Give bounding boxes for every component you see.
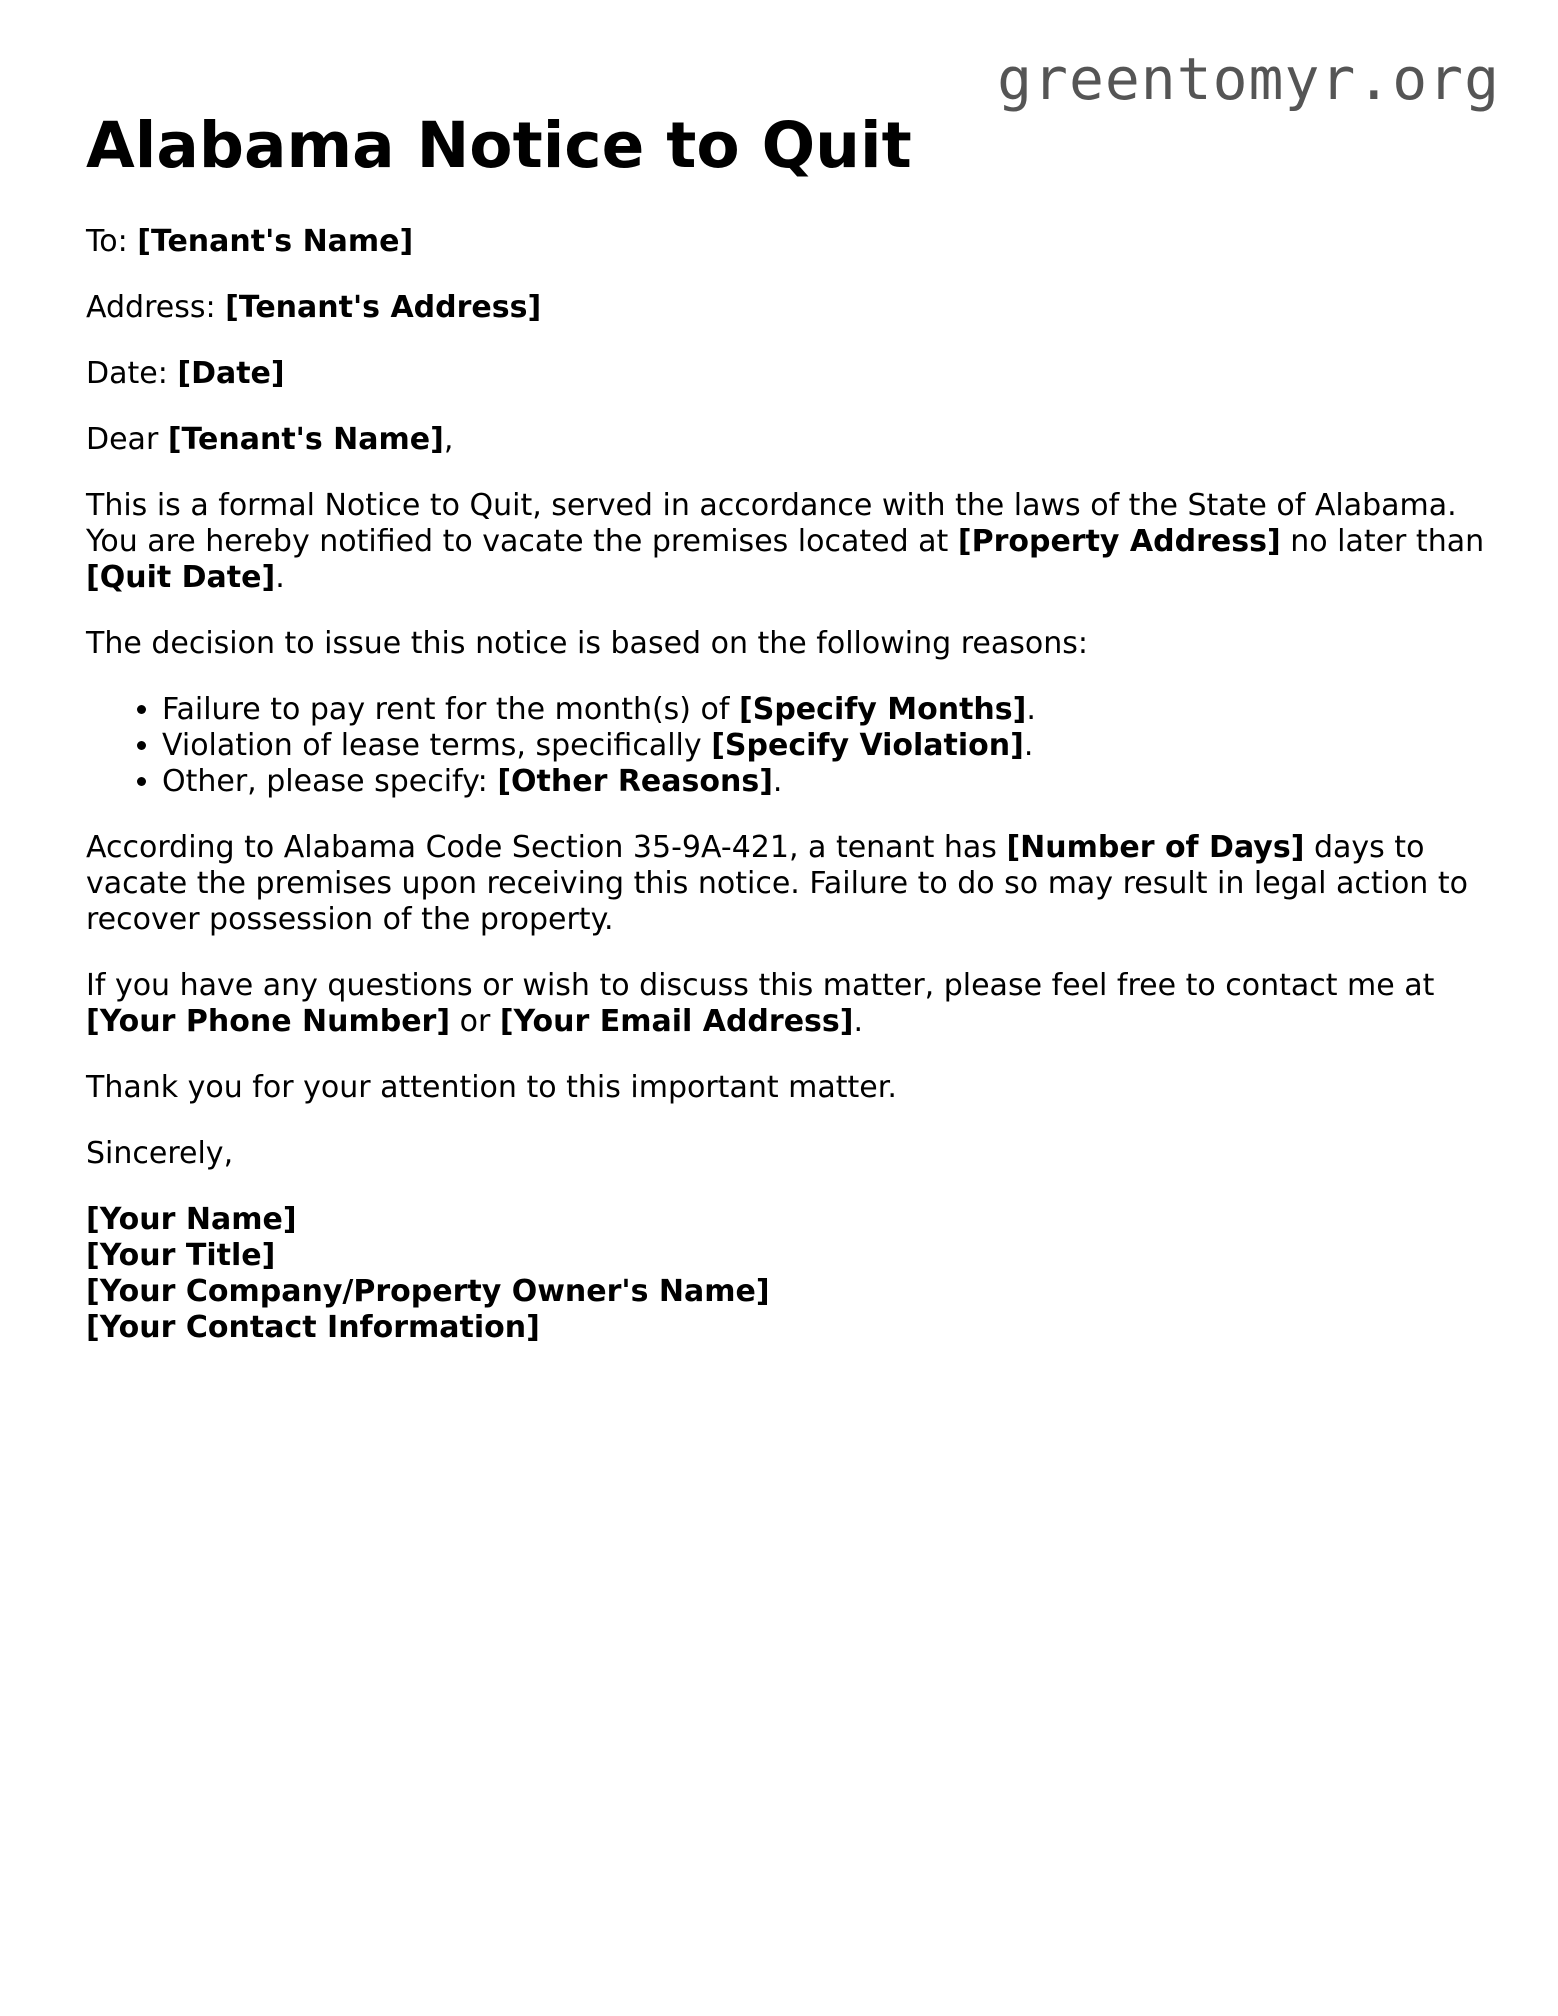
contact-text: If you have any questions or wish to discuss this matter, please feel free to contact me at <box>86 968 1435 1004</box>
notice-middle: no later than <box>1290 524 1485 560</box>
address-line <box>86 290 1486 326</box>
reason-end: . <box>772 764 783 800</box>
date-value: [Date] <box>177 356 285 392</box>
salutation-prefix: Dear <box>86 422 159 458</box>
to-label: To: <box>86 224 128 260</box>
date-line <box>86 356 1486 392</box>
closing: Sincerely, <box>86 1136 234 1172</box>
code-text: According to Alabama Code Section 35-9A-421, a tenant has <box>86 830 997 866</box>
document-page <box>86 110 1486 1346</box>
address-value: [Tenant's Address] <box>225 290 542 326</box>
list-item <box>162 728 1486 764</box>
date-label: Date: <box>86 356 168 392</box>
to-line <box>86 224 1486 260</box>
signature-contact: [Your Contact Information] <box>86 1310 540 1346</box>
reasons-intro: The decision to issue this notice is based on the following reasons: <box>86 626 1088 662</box>
email-field: [Your Email Address] <box>499 1004 854 1040</box>
contact-paragraph <box>86 968 1486 1040</box>
watermark: greentomyr.org <box>997 45 1500 113</box>
signature-title: [Your Title] <box>86 1238 276 1274</box>
thanks-paragraph: Thank you for your attention to this important matter. <box>86 1070 897 1106</box>
signature-company: [Your Company/Property Owner's Name] <box>86 1274 770 1310</box>
signature-name: [Your Name] <box>86 1202 297 1238</box>
notice-paragraph <box>86 488 1486 596</box>
salutation-suffix: , <box>443 422 454 458</box>
property-address-field: [Property Address] <box>957 524 1281 560</box>
page-title: Alabama Notice to Quit <box>86 109 912 182</box>
number-of-days-field: [Number of Days] <box>1006 830 1305 866</box>
list-item <box>162 764 1486 800</box>
phone-field: [Your Phone Number] <box>86 1004 451 1040</box>
salutation-name: [Tenant's Name] <box>167 422 444 458</box>
reason-field: [Specify Violation] <box>711 728 1024 764</box>
reason-field: [Specify Months] <box>739 692 1027 728</box>
reasons-list <box>86 692 1486 800</box>
notice-text: This is a formal Notice to Quit, served in accordance with the laws of the State of Alabama. You are hereby notified to vacate the premises located at <box>86 488 1457 560</box>
contact-or: or <box>459 1004 491 1040</box>
to-value: [Tenant's Name] <box>137 224 414 260</box>
reason-text: Other, please specify: <box>162 764 488 800</box>
reason-end: . <box>1026 692 1036 728</box>
reason-field: [Other Reasons] <box>497 764 773 800</box>
signature-block <box>86 1202 1486 1346</box>
list-item <box>162 692 1486 728</box>
address-label: Address: <box>86 290 216 326</box>
reason-text: Failure to pay rent for the month(s) of <box>162 692 730 728</box>
salutation <box>86 422 1486 458</box>
contact-end: . <box>853 1004 864 1040</box>
code-paragraph <box>86 830 1486 938</box>
reason-text: Violation of lease terms, specifically <box>162 728 702 764</box>
notice-end: . <box>275 560 285 596</box>
code-rest: days to vacate the premises upon receiving this notice. Failure to do so may result in legal action to recover possession of the property. <box>86 830 1468 938</box>
reason-end: . <box>1023 728 1034 764</box>
quit-date-field: [Quit Date] <box>86 560 276 596</box>
